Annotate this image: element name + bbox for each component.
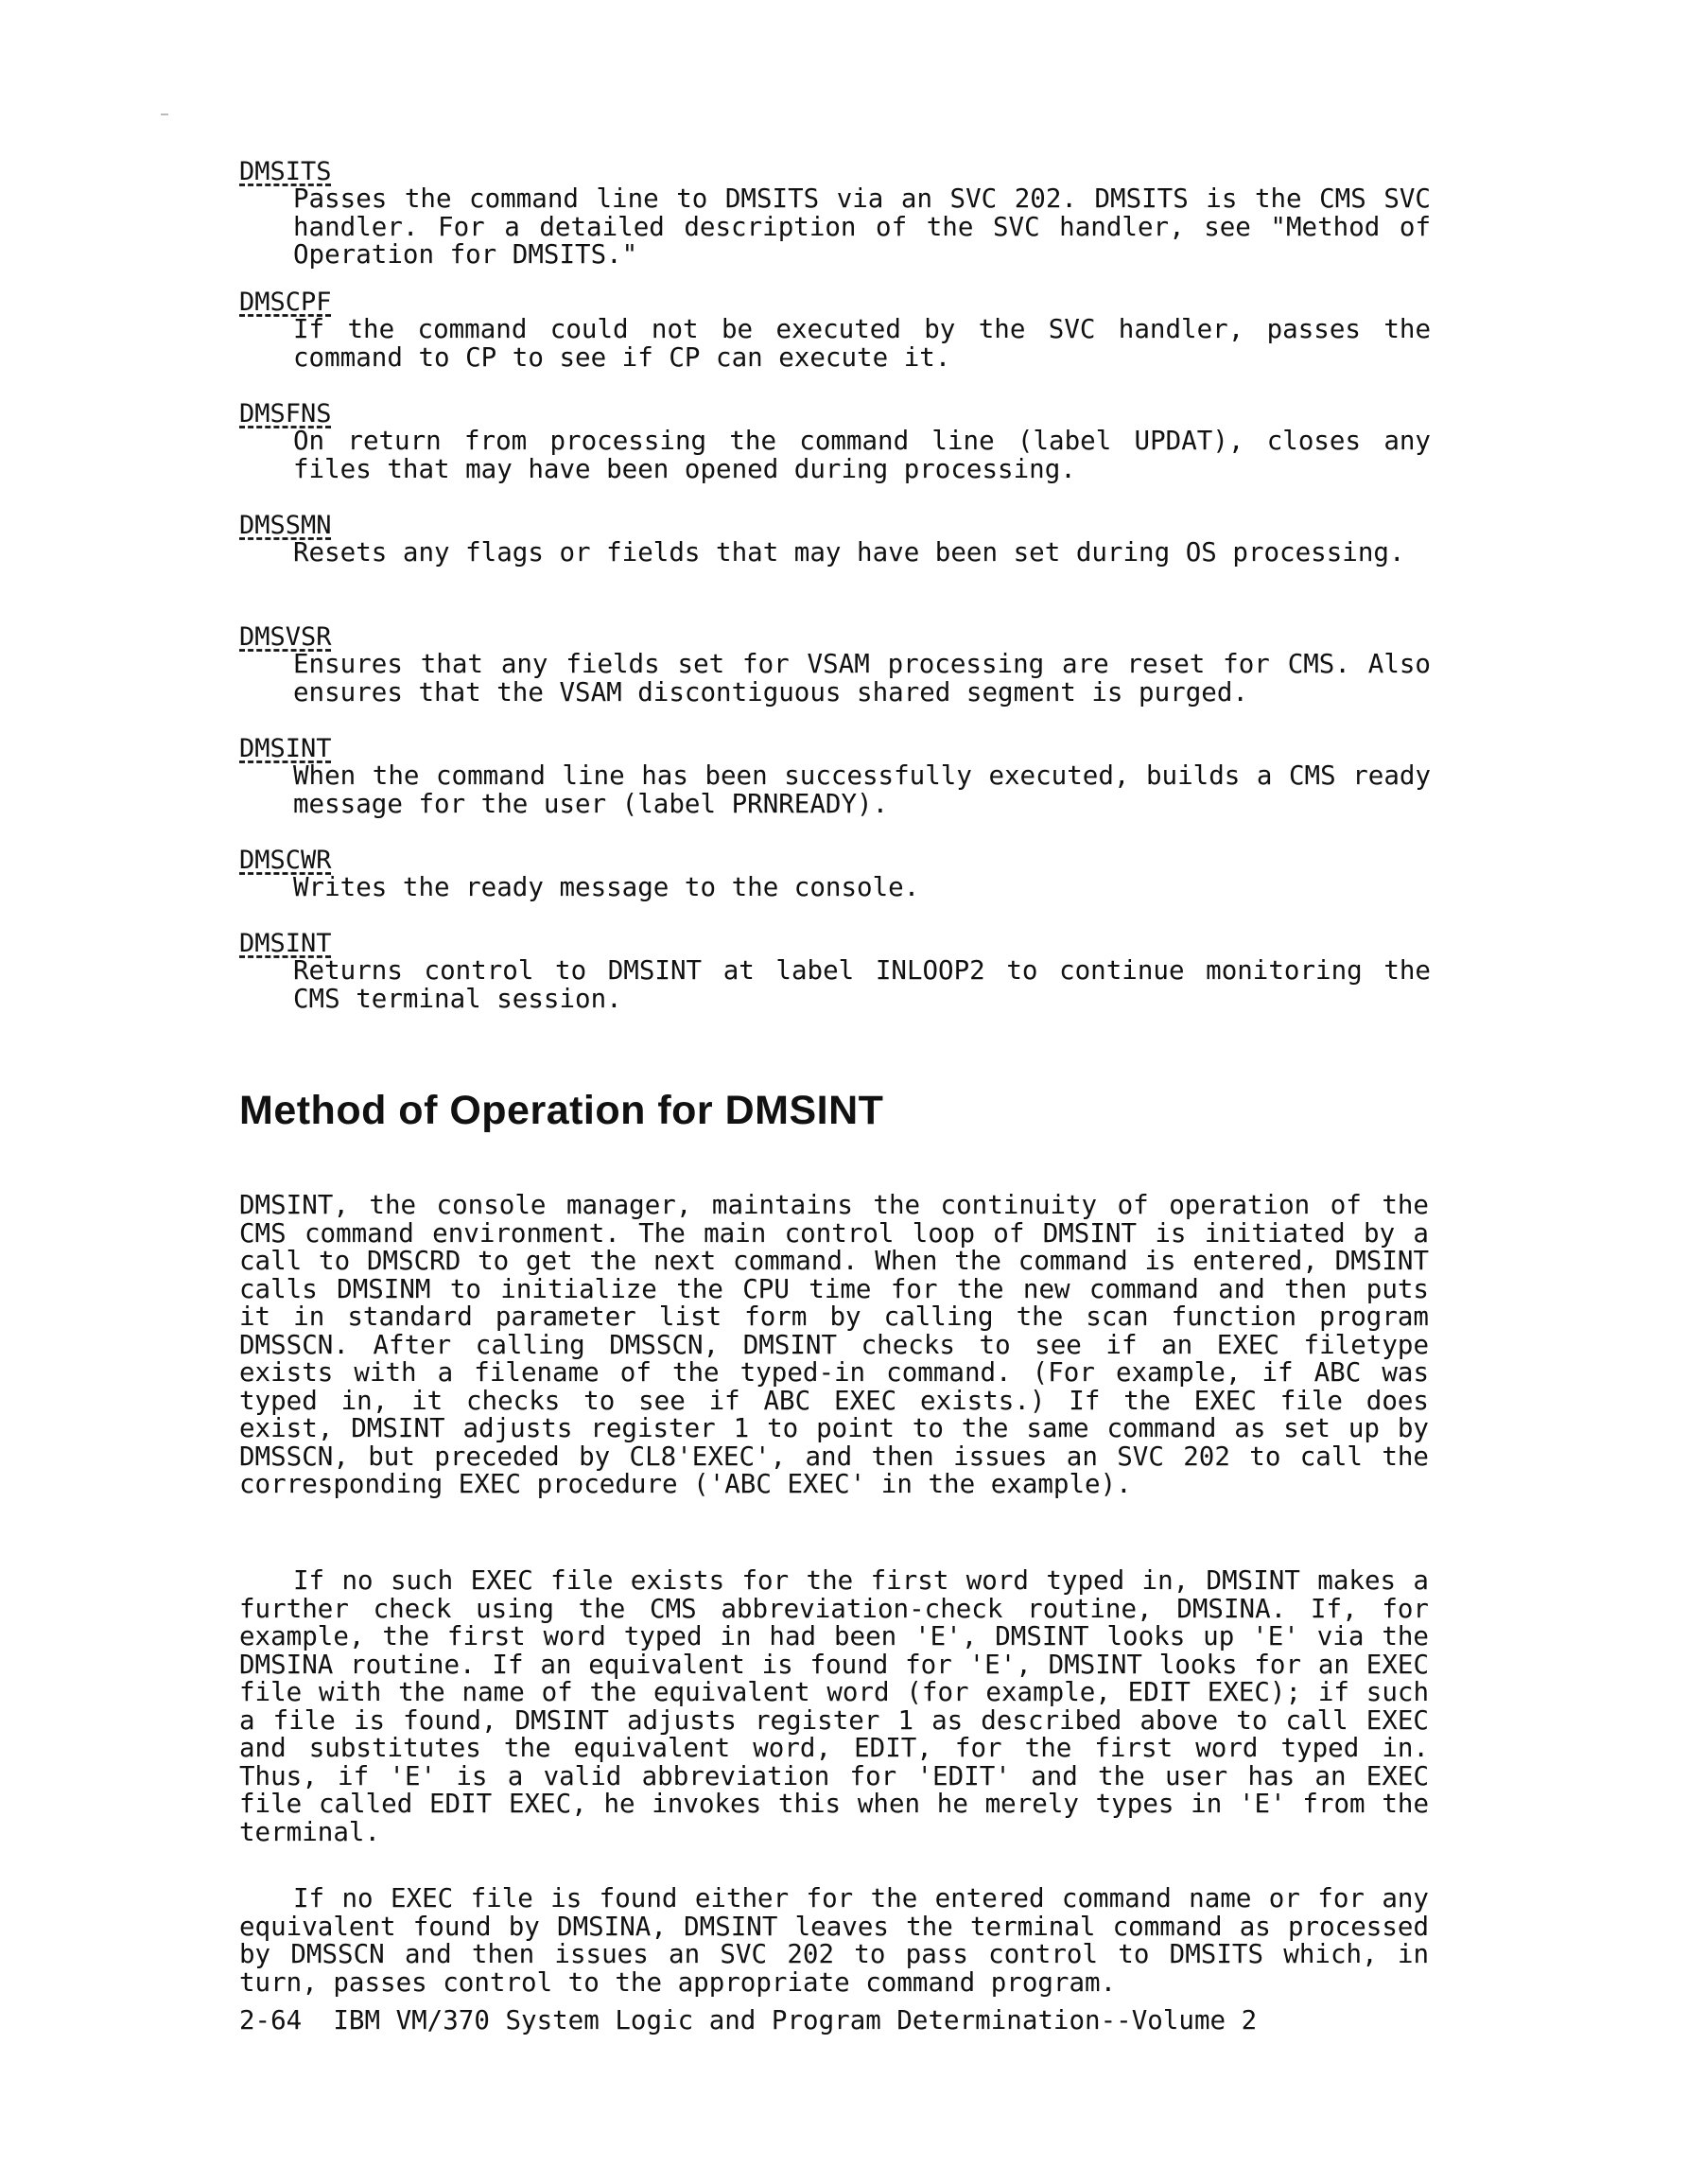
entry-label: DMSVSR — [239, 622, 332, 652]
entry-description: If the command could not be executed by the SVC handler, passes the command to CP to see if CP can execute it. — [293, 314, 1431, 373]
body-paragraph: If no such EXEC file exists for the first word typed in, DMSINT makes a further check using the CMS abbreviation-check routine, DMSINA. If, for example, the first word typed in had been 'E', DMSINT looks up 'E' via the DMSINA routine. If an equivalent is found for 'E', DMSINT looks for an EXEC file with the name of the equivalent word (for example, EDIT EXEC); if such a file is found, DMSINT adjusts register 1 as described above to call EXEC and substitutes the equivalent word, EDIT, for the first word typed in. Thus, if 'E' is a valid abbreviation for 'EDIT' and the user has an EXEC file called EDIT EXEC, he invokes this when he merely types in 'E' from the terminal. — [239, 1565, 1429, 1847]
entry-dmsfns — [239, 400, 1431, 483]
entry-description: Returns control to DMSINT at label INLOOP2 to continue monitoring the CMS terminal session. — [293, 955, 1431, 1014]
entry-label: DMSSMN — [239, 511, 332, 540]
section-heading: Method of Operation for DMSINT — [239, 1088, 884, 1133]
entry-description: Writes the ready message to the console. — [293, 872, 920, 902]
entry-label: DMSINT — [239, 734, 332, 763]
entry-description: Ensures that any fields set for VSAM processing are reset for CMS. Also ensures that the VSAM discontiguous shared segment is purged. — [293, 649, 1431, 708]
entry-dmscwr — [239, 847, 1431, 902]
entry-description: On return from processing the command line (label UPDAT), closes any files that may have been opened during processing. — [293, 426, 1431, 484]
entry-label: DMSFNS — [239, 399, 332, 428]
entry-dmsits — [239, 158, 1431, 270]
entry-dmsvsr — [239, 623, 1431, 707]
entry-label: DMSCPF — [239, 288, 332, 317]
entry-dmsint-ready — [239, 735, 1431, 818]
entry-label: DMSCWR — [239, 846, 332, 875]
entry-description: When the command line has been successfully executed, builds a CMS ready message for the user (label PRNREADY). — [293, 760, 1431, 819]
entry-dmscpf — [239, 288, 1431, 372]
entry-description: Resets any flags or fields that may have been set during OS processing. — [293, 537, 1405, 568]
scan-mark — [161, 114, 168, 115]
entry-description: Passes the command line to DMSITS via an SVC 202. DMSITS is the CMS SVC handler. For a detailed description of the SVC handler, see "Method of Operation for DMSITS." — [293, 183, 1431, 270]
entry-dmsint-return — [239, 930, 1431, 1013]
entry-label: DMSITS — [239, 157, 332, 186]
body-paragraph: DMSINT, the console manager, maintains the continuity of operation of the CMS command environment. The main control loop of DMSINT is initiated by a call to DMSCRD to get the next command. When the command is entered, DMSINT calls DMSINM to initialize the CPU time for the new command and then puts it in standard parameter list form by calling the scan function program DMSSCN. After calling DMSSCN, DMSINT checks to see if an EXEC filetype exists with a filename of the typed-in command. (For example, if ABC was typed in, it checks to see if ABC EXEC exists.) If the EXEC file does exist, DMSINT adjusts register 1 to point to the same command as set up by DMSSCN, but preceded by CL8'EXEC', and then issues an SVC 202 to call the corresponding EXEC procedure ('ABC EXEC' in the example). — [239, 1190, 1429, 1499]
body-paragraph: If no EXEC file is found either for the entered command name or for any equivalent found by DMSINA, DMSINT leaves the terminal command as processed by DMSSCN and then issues an SVC 202 to pass control to DMSITS which, in turn, passes control to the appropriate command program. — [239, 1883, 1429, 1998]
entry-dmssmn — [239, 512, 1431, 568]
entry-label: DMSINT — [239, 929, 332, 958]
page-footer: 2-64 IBM VM/370 System Logic and Program Determination--Volume 2 — [239, 2005, 1258, 2035]
